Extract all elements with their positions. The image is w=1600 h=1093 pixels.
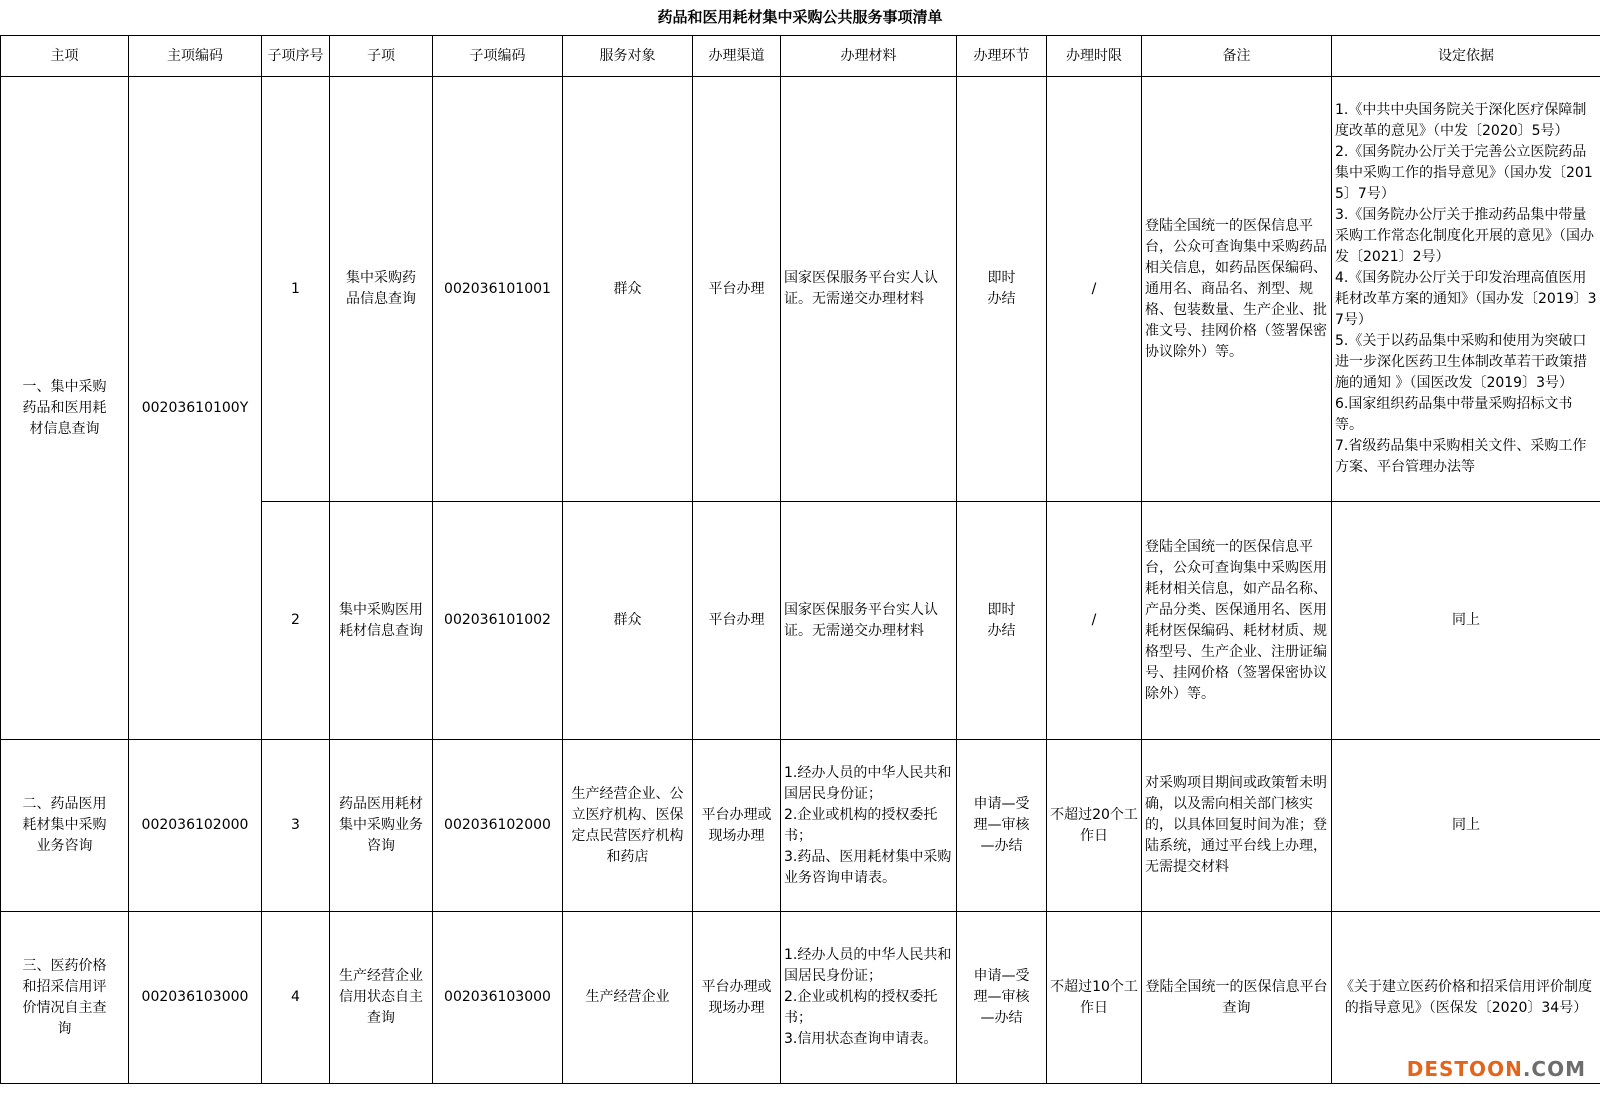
watermark-brand: DESTOON <box>1406 1057 1523 1081</box>
sub-code-cell: 002036102000 <box>433 740 563 912</box>
channel-cell: 平台办理或现场办理 <box>693 740 781 912</box>
main-code-cell: 00203610100Y <box>129 77 262 740</box>
basis-cell: 同上 <box>1332 740 1600 912</box>
materials-cell: 国家医保服务平台实人认证。无需递交办理材料 <box>781 502 957 740</box>
sub-code-cell: 002036101001 <box>433 77 563 502</box>
process-cell <box>957 77 1047 502</box>
process-cell <box>957 740 1047 912</box>
sub-code-cell: 002036103000 <box>433 912 563 1084</box>
header-channel: 办理渠道 <box>693 36 781 77</box>
table-row <box>1 740 1600 912</box>
sub-no-cell: 2 <box>262 502 330 740</box>
remarks-cell: 登陆全国统一的医保信息平台查询 <box>1142 912 1332 1084</box>
process-text: 申请—受理—审核—办结 <box>973 968 1030 1026</box>
sub-code-cell: 002036101002 <box>433 502 563 740</box>
time-limit-cell: 不超过10个工作日 <box>1047 912 1142 1084</box>
header-main-code: 主项编码 <box>129 36 262 77</box>
sub-no-cell: 3 <box>262 740 330 912</box>
sub-item-cell: 集中采购医用耗材信息查询 <box>330 502 433 740</box>
sub-item-cell: 生产经营企业信用状态自主查询 <box>330 912 433 1084</box>
materials-cell: 国家医保服务平台实人认证。无需递交办理材料 <box>781 77 957 502</box>
target-cell: 生产经营企业 <box>563 912 693 1084</box>
main-item-text: 三、医药价格和招采信用评价情况自主查询 <box>22 957 107 1037</box>
main-code-cell: 002036102000 <box>129 740 262 912</box>
table-row <box>1 912 1600 1084</box>
watermark-logo <box>1407 1057 1586 1081</box>
basis-item: 1.《中共中央国务院关于深化医疗保障制度改革的意见》（中发〔2020〕5号） <box>1335 102 1587 139</box>
channel-cell: 平台办理 <box>693 77 781 502</box>
remarks-cell: 登陆全国统一的医保信息平台，公众可查询集中采购药品相关信息，如药品医保编码、通用名、商品名、剂型、规格、包装数量、生产企业、批准文号、挂网价格（签署保密协议除外）等。 <box>1142 77 1332 502</box>
channel-cell: 平台办理 <box>693 502 781 740</box>
target-cell <box>563 740 693 912</box>
header-sub-code: 子项编码 <box>433 36 563 77</box>
process-text: 即时办结 <box>987 270 1016 307</box>
target-cell: 群众 <box>563 77 693 502</box>
page-title: 药品和医用耗材集中采购公共服务事项清单 <box>657 8 943 26</box>
time-limit-cell: 不超过20个工作日 <box>1047 740 1142 912</box>
basis-cell <box>1332 77 1600 502</box>
sub-item-cell <box>330 77 433 502</box>
process-cell <box>957 912 1047 1084</box>
watermark-suffix: .COM <box>1522 1057 1586 1081</box>
sub-no-cell: 1 <box>262 77 330 502</box>
service-table <box>0 35 1600 1084</box>
header-remarks: 备注 <box>1142 36 1332 77</box>
time-limit-cell: / <box>1047 502 1142 740</box>
basis-cell: 同上 <box>1332 502 1600 740</box>
sub-no-cell: 4 <box>262 912 330 1084</box>
basis-cell: 《关于建立医药价格和招采信用评价制度的指导意见》（医保发〔2020〕34号） <box>1332 912 1600 1084</box>
basis-item: 5.《关于以药品集中采购和使用为突破口进一步深化医药卫生体制改革若干政策措施的通知 》（国医改发〔2019〕3号） <box>1335 333 1587 391</box>
basis-item: 3.《国务院办公厅关于推动药品集中带量采购工作常态化制度化开展的意见》（国办发〔2021〕2号） <box>1335 207 1594 265</box>
header-main-item: 主项 <box>1 36 129 77</box>
remarks-cell: 登陆全国统一的医保信息平台，公众可查询集中采购医用耗材相关信息，如产品名称、产品分类、医保通用名、医用耗材医保编码、耗材材质、规格型号、生产企业、注册证编号、挂网价格（签署保密协议除外）等。 <box>1142 502 1332 740</box>
materials-cell: 1.经办人员的中华人民共和国居民身份证； 2.企业或机构的授权委托书； 3.信用状态查询申请表。 <box>781 912 957 1084</box>
basis-item: 2.《国务院办公厅关于完善公立医院药品集中采购工作的指导意见》（国办发〔2015〕7号） <box>1335 144 1593 202</box>
channel-cell: 平台办理或现场办理 <box>693 912 781 1084</box>
basis-item: 6.国家组织药品集中带量采购招标文书等。 <box>1335 396 1573 433</box>
remarks-cell: 对采购项目期间或政策暂未明确，以及需向相关部门核实的，以具体回复时间为准；登陆系统，通过平台线上办理，无需提交材料 <box>1142 740 1332 912</box>
header-process: 办理环节 <box>957 36 1047 77</box>
header-materials: 办理材料 <box>781 36 957 77</box>
basis-item: 7.省级药品集中采购相关文件、采购工作方案、平台管理办法等 <box>1335 438 1587 475</box>
basis-item: 4.《国务院办公厅关于印发治理高值医用耗材改革方案的通知》（国办发〔2019〕37号） <box>1335 270 1597 328</box>
main-code-cell: 002036103000 <box>129 912 262 1084</box>
target-text: 生产经营企业、公立医疗机构、医保定点民营医疗机构和药店 <box>571 785 684 865</box>
table-row <box>1 77 1600 502</box>
header-time-limit: 办理时限 <box>1047 36 1142 77</box>
header-row <box>1 36 1600 77</box>
sub-item-text: 集中采购药品信息查询 <box>346 270 416 307</box>
main-item-cell <box>1 77 129 740</box>
target-cell: 群众 <box>563 502 693 740</box>
process-text: 即时办结 <box>987 601 1016 639</box>
sub-item-cell: 药品医用耗材集中采购业务咨询 <box>330 740 433 912</box>
header-target: 服务对象 <box>563 36 693 77</box>
main-item-cell <box>1 912 129 1084</box>
main-item-text: 二、药品医用耗材集中采购业务咨询 <box>22 796 107 854</box>
time-limit-cell: / <box>1047 77 1142 502</box>
header-sub-no: 子项序号 <box>262 36 330 77</box>
header-basis: 设定依据 <box>1332 36 1600 77</box>
process-text: 申请—受理—审核—办结 <box>973 796 1030 854</box>
main-item-text: 一、集中采购药品和医用耗材信息查询 <box>22 378 107 437</box>
process-cell <box>957 502 1047 740</box>
materials-cell: 1.经办人员的中华人民共和国居民身份证； 2.企业或机构的授权委托书； 3.药品、医用耗材集中采购业务咨询申请表。 <box>781 740 957 912</box>
header-sub-item: 子项 <box>330 36 433 77</box>
main-item-cell <box>1 740 129 912</box>
